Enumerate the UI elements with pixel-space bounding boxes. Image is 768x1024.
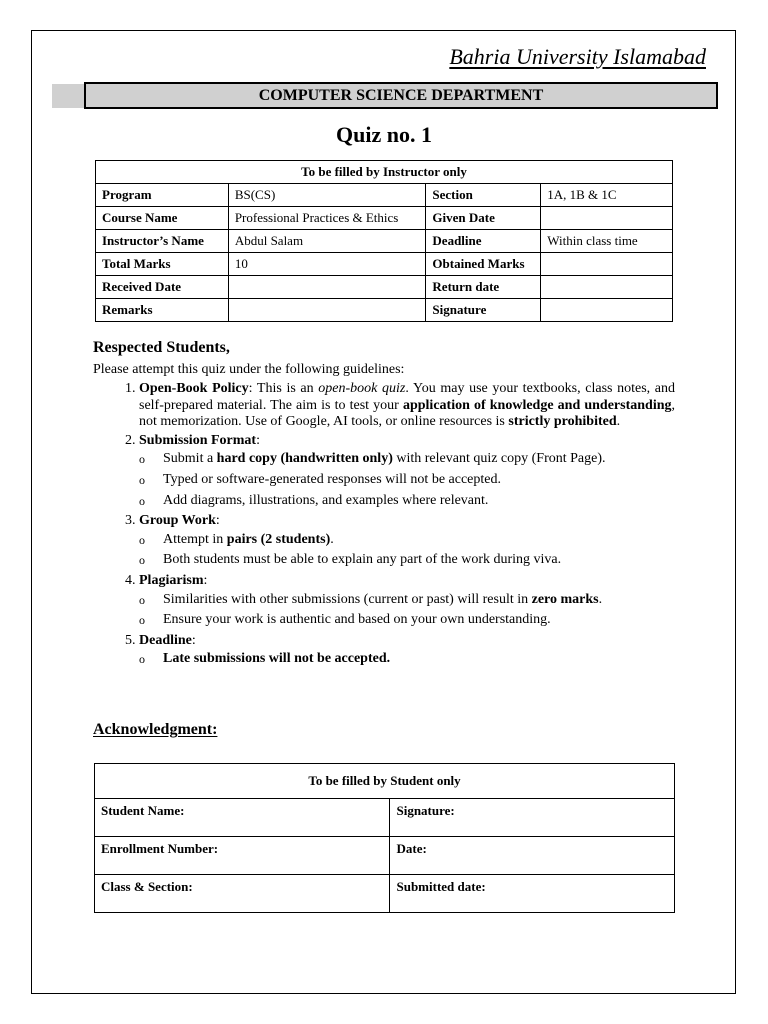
field-label: Remarks [96,299,229,322]
instructor-table [95,160,673,322]
instructor-table-header-row [96,161,673,184]
text-run: with relevant quiz copy (Front Page). [392,451,606,467]
table-row [96,230,673,253]
field-label: Deadline [426,230,541,253]
field-label: Total Marks [96,253,229,276]
field-label: Signature [426,299,541,322]
text-run: pairs (2 students) [226,531,331,547]
field-value [541,207,673,230]
field-label: Received Date [96,276,229,299]
date-field: Date: [390,837,675,875]
table-row [96,299,673,322]
quiz-title: Quiz no. 1 [336,122,432,147]
guideline-title: Submission Format [139,432,257,448]
list-item [163,532,675,549]
guidelines-list [93,381,675,672]
field-value [228,276,426,299]
field-label: Instructor’s Name [96,230,229,253]
table-row [96,276,673,299]
guidelines-intro: Please attempt this quiz under the following guidelines: [93,362,405,377]
field-label: Obtained Marks [426,253,541,276]
field-label: Return date [426,276,541,299]
text-run: . You may use your textbooks, class notes, and self-prepared material. The aim is to test your [139,381,676,413]
list-item: o Both students must be able to explain any part of the work during viva. [163,552,675,569]
text-run: Attempt in [163,531,227,547]
text-run: Late submissions will not be accepted. [163,651,391,667]
university-name: Bahria University Islamabad [449,44,706,69]
table-row [95,799,675,837]
text-run: , not memorization. Use of Google, AI tools, or online resources is [139,397,675,430]
guideline-group-work [139,513,675,569]
field-value: 10 [228,253,426,276]
student-table-header-row [95,764,675,799]
list-item [163,592,675,609]
guideline-submission-format [139,433,675,509]
guideline-title: Open-Book Policy [139,381,249,396]
field-value: Abdul Salam [228,230,426,253]
field-value: BS(CS) [228,184,426,207]
table-row [95,837,675,875]
text-run: Submit a [163,451,217,467]
field-value [541,253,673,276]
field-value: Professional Practices & Ethics [228,207,426,230]
guideline-open-book [139,381,675,431]
text-run: hard copy (handwritten only) [216,451,393,467]
text-run: : [256,432,260,448]
table-row [96,253,673,276]
table-row [95,875,675,913]
field-label: Given Date [426,207,541,230]
text-run: : This is an [248,381,319,396]
submitted-date-field: Submitted date: [390,875,675,913]
list-item: o Add diagrams, illustrations, and examples where relevant. [163,493,675,510]
guideline-title: Deadline [139,632,192,648]
signature-field: Signature: [390,799,675,837]
guideline-title: Plagiarism [139,572,204,588]
field-value: Within class time [541,230,673,253]
student-name-field: Student Name: [95,799,390,837]
table-row [96,207,673,230]
field-label: Program [96,184,229,207]
list-item [163,451,675,468]
guideline-deadline [139,633,675,668]
text-run: strictly prohibited [508,414,617,430]
student-table [94,763,675,913]
text-run: Similarities with other submissions (current or past) will result in [163,591,532,607]
text-run: . [598,591,603,607]
acknowledgment-title: Acknowledgment: [93,721,218,738]
guideline-plagiarism [139,573,675,629]
enrollment-number-field: Enrollment Number: [95,837,390,875]
guideline-title: Group Work [139,513,216,529]
text-run: : [215,513,220,529]
text-run: : [191,632,196,648]
class-section-field: Class & Section: [95,875,390,913]
text-run: open-book quiz [318,381,406,396]
department-banner: COMPUTER SCIENCE DEPARTMENT [84,82,718,109]
greeting: Respected Students, [93,339,230,356]
list-item: o Typed or software-generated responses will not be accepted. [163,472,675,489]
field-value: 1A, 1B & 1C [541,184,673,207]
student-table-header: To be filled by Student only [95,764,675,799]
instructor-table-header: To be filled by Instructor only [96,161,673,184]
text-run: zero marks [531,591,599,607]
field-label: Course Name [96,207,229,230]
field-value [228,299,426,322]
field-label: Section [426,184,541,207]
text-run: application of knowledge and understanding [402,397,672,413]
text-run: . [330,531,334,547]
field-value [541,299,673,322]
list-item: o Ensure your work is authentic and based on your own understanding. [163,612,675,629]
text-run: : [203,572,208,588]
table-row [96,184,673,207]
field-value [541,276,673,299]
list-item [163,651,675,668]
text-run: . [616,414,621,430]
